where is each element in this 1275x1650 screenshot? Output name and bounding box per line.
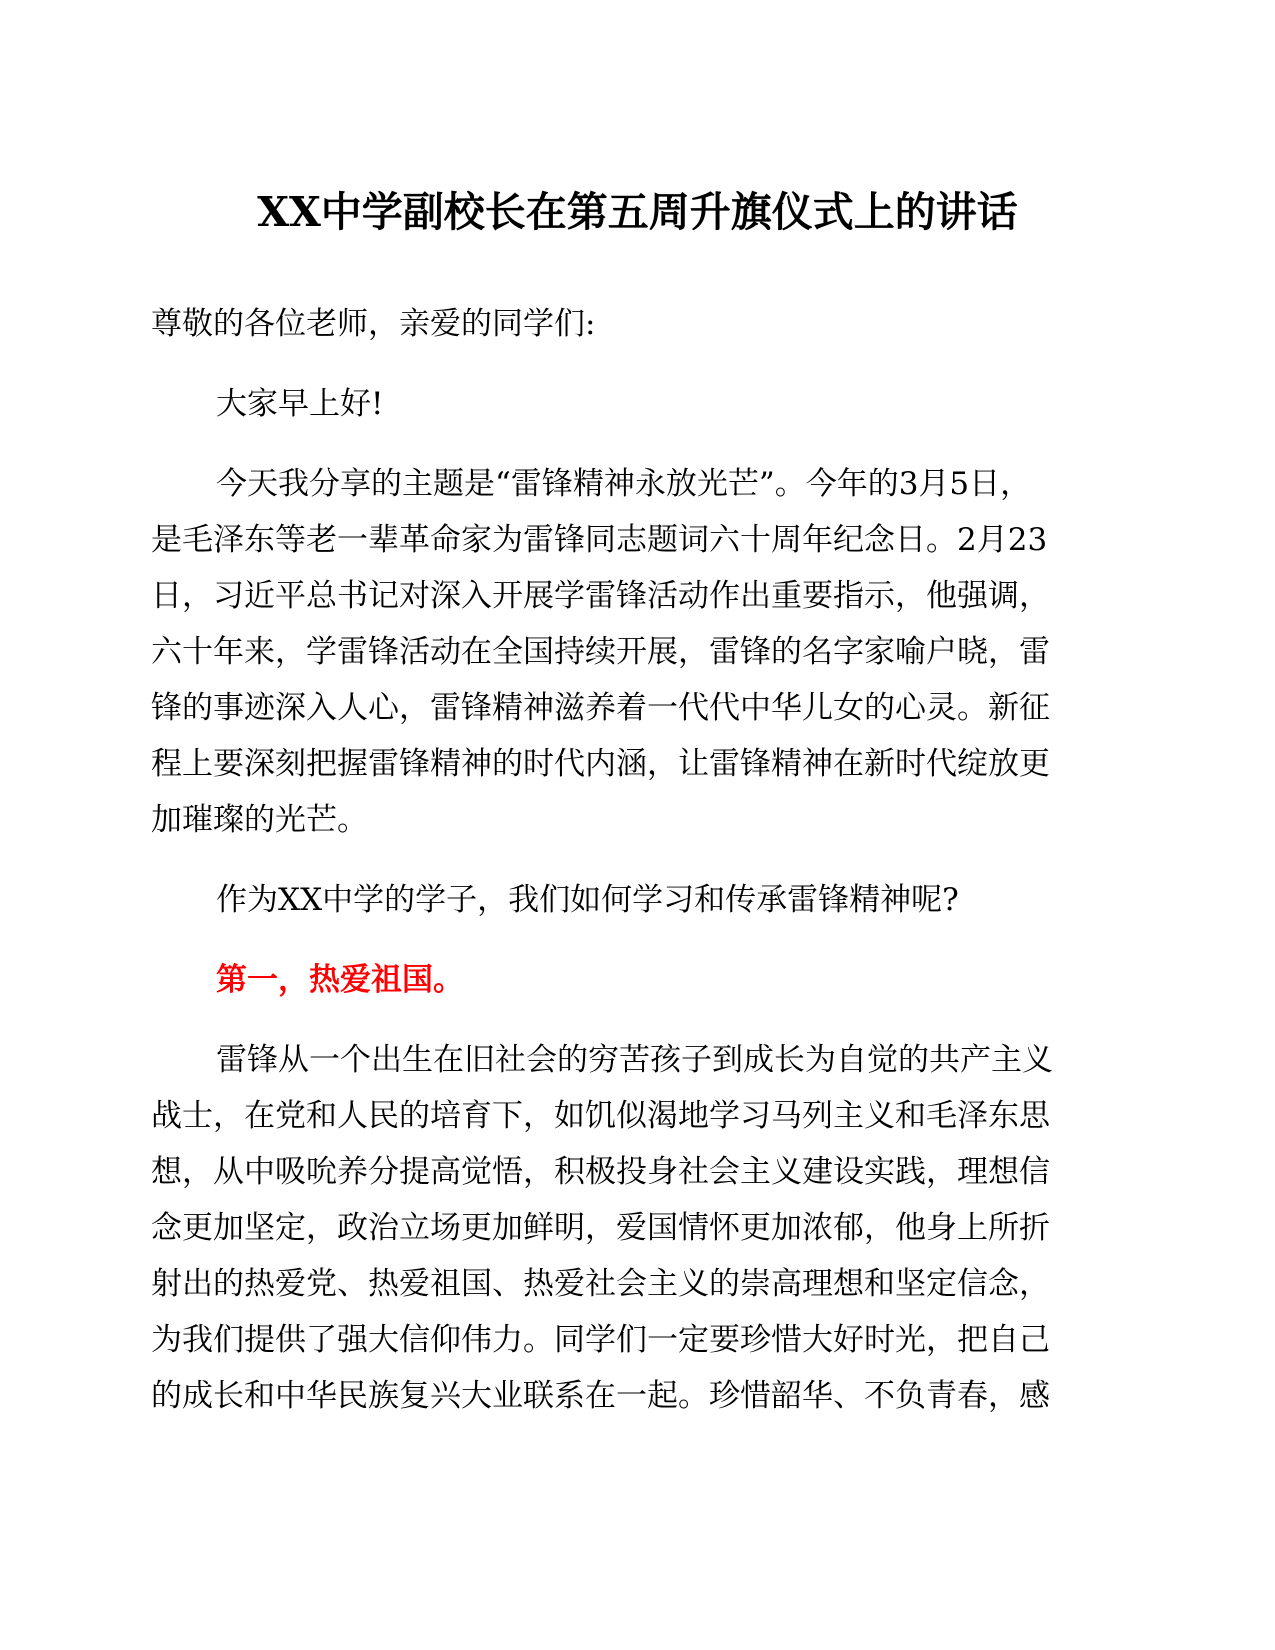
opening-greeting-text: 大家早上好! [216, 386, 384, 422]
paragraph-line: 加璀璨的光芒。 [151, 802, 368, 838]
paragraph-line: 锋的事迹深入人心，雷锋精神滋养着一代代中华儿女的心灵。新征 [151, 690, 1050, 726]
question-paragraph [151, 872, 1126, 928]
paragraph-line: 的成长和中华民族复兴大业联系在一起。珍惜韶华、不负青春，感 [151, 1378, 1050, 1414]
document-title: XX中学副校长在第五周升旗仪式上的讲话 [257, 188, 1018, 236]
paragraph-line: 为我们提供了强大信仰伟力。同学们一定要珍惜大好时光，把自己 [151, 1322, 1050, 1358]
paragraph-love-country [151, 1032, 1126, 1424]
paragraph-line: 六十年来，学雷锋活动在全国持续开展，雷锋的名字家喻户晓，雷 [151, 634, 1050, 670]
opening-greeting [151, 376, 1126, 432]
paragraph-line: 战士，在党和人民的培育下，如饥似渴地学习马列主义和毛泽东思 [151, 1098, 1050, 1134]
paragraph-line: 程上要深刻把握雷锋精神的时代内涵，让雷锋精神在新时代绽放更 [151, 746, 1050, 782]
section-heading [151, 952, 1126, 1008]
question-text: 作为XX中学的学子，我们如何学习和传承雷锋精神呢? [216, 882, 959, 918]
paragraph-theme [151, 456, 1126, 848]
paragraph-line: 想，从中吸吮养分提高觉悟，积极投身社会主义建设实践，理想信 [151, 1154, 1050, 1190]
paragraph-line: 日，习近平总书记对深入开展学雷锋活动作出重要指示，他强调， [151, 578, 1050, 614]
paragraph-line: 念更加坚定，政治立场更加鲜明，爱国情怀更加浓郁，他身上所折 [151, 1210, 1050, 1246]
paragraph-line: 今天我分享的主题是“雷锋精神永放光芒”。今年的3月5日， [216, 466, 1032, 502]
paragraph-line: 射出的热爱党、热爱祖国、热爱社会主义的崇高理想和坚定信念， [151, 1266, 1050, 1302]
salutation-text: 尊敬的各位老师，亲爱的同学们: [151, 306, 596, 342]
paragraph-line: 是毛泽东等老一辈革命家为雷锋同志题词六十周年纪念日。2月23 [151, 522, 1048, 558]
salutation [151, 296, 1126, 352]
section-heading-text: 第一，热爱祖国。 [216, 962, 464, 998]
paragraph-line: 雷锋从一个出生在旧社会的穷苦孩子到成长为自觉的共产主义 [216, 1042, 1053, 1078]
